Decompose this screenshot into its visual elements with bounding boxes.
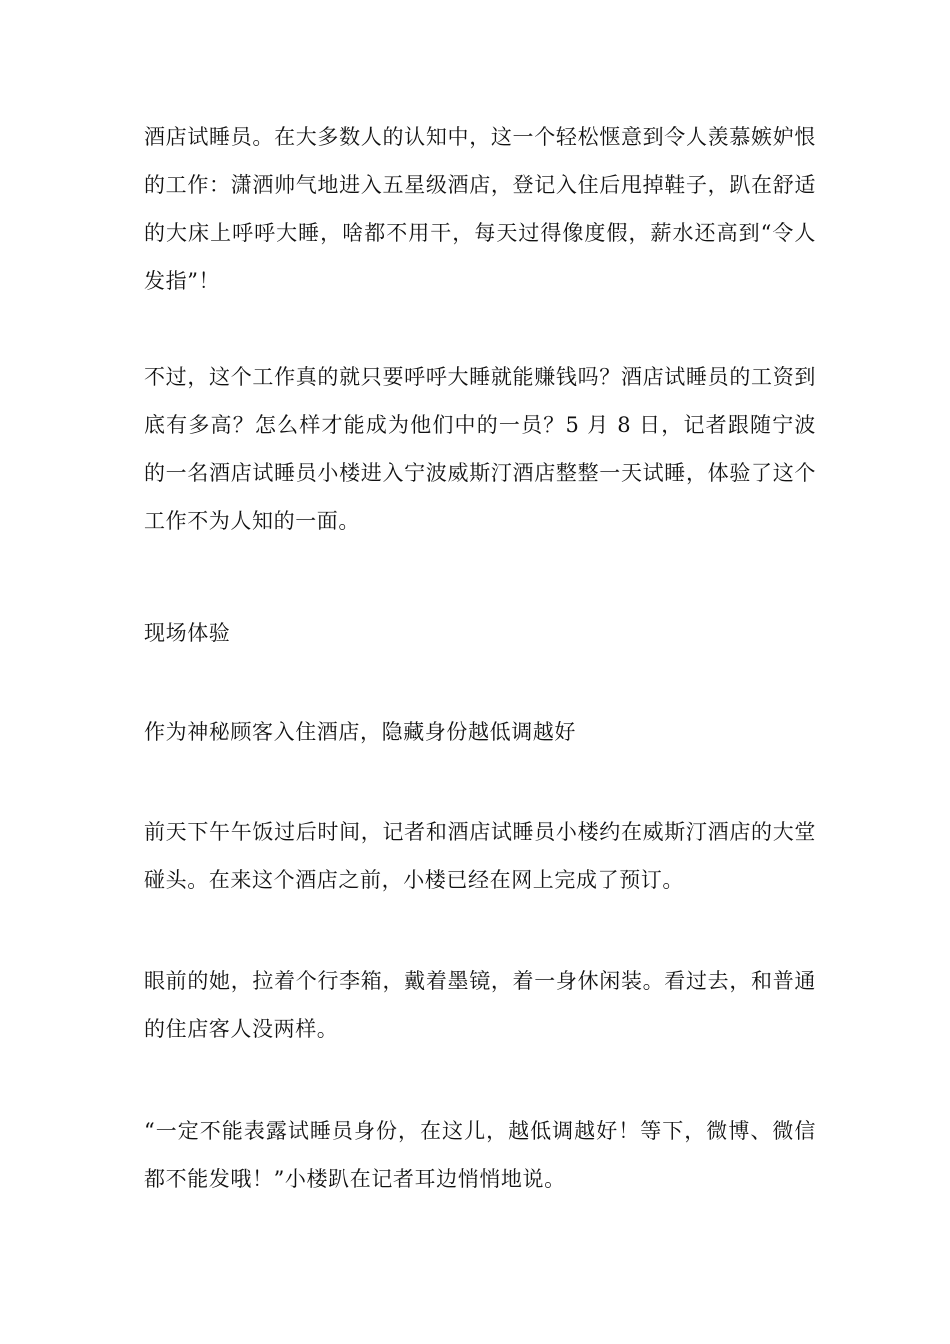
section-heading: 现场体验	[144, 621, 231, 645]
paragraph-questions: 不过，这个工作真的就只要呼呼大睡就能赚钱吗？酒店试睡员的工资到底有多高？怎么样才能成为他们中的一员？5 月 8 日，记者跟随宁波的一名酒店试睡员小楼进入宁波威斯汀酒店整整一天试睡，体验了这个工作不为人知的一面。	[144, 365, 816, 533]
paragraph-meeting: 前天下午午饭过后时间，记者和酒店试睡员小楼约在威斯汀酒店的大堂碰头。在来这个酒店之前，小楼已经在网上完成了预订。	[144, 820, 816, 892]
paragraph-intro: 酒店试睡员。在大多数人的认知中，这一个轻松惬意到令人羡慕嫉妒恨的工作：潇洒帅气地进入五星级酒店，登记入住后甩掉鞋子，趴在舒适的大床上呼呼大睡，啥都不用干，每天过得像度假，薪水还高到“令人发指”！	[144, 125, 816, 293]
subsection-heading: 作为神秘顾客入住酒店，隐藏身份越低调越好	[144, 720, 576, 744]
paragraph-quote: “一定不能表露试睡员身份，在这儿，越低调越好！等下，微博、微信都不能发哦！”小楼趴在记者耳边悄悄地说。	[144, 1119, 816, 1191]
paragraph-appearance: 眼前的她，拉着个行李箱，戴着墨镜，着一身休闲装。看过去，和普通的住店客人没两样。	[144, 969, 816, 1041]
